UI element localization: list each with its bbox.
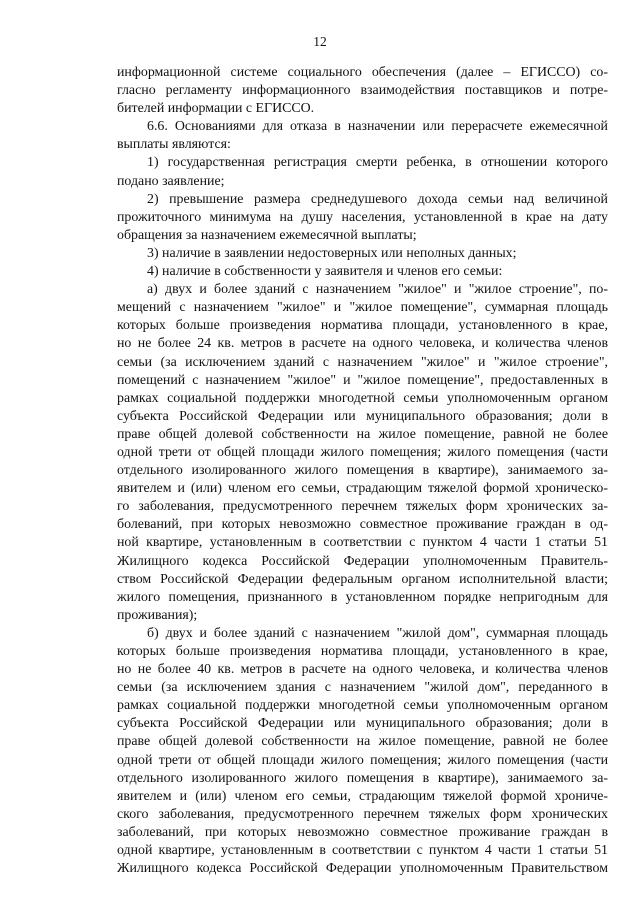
text-line: одной трети от общей площади жилого помещения; жилого помещения (части [117, 752, 608, 768]
text-line: 2) превышение размера среднедушевого дохода семьи над величиной [147, 191, 608, 207]
text-line: рамках социальной поддержки многодетной семьи уполномоченным органом [117, 390, 608, 406]
text-line: явителем и (или) членом его семьи, страдающим тяжелой формой хроническо- [117, 481, 608, 497]
text-line: прожиточного минимума на душу населения, установленной в крае на дату [117, 209, 608, 225]
text-line: одной квартире, установленным в соответствии с пунктом 4 части 1 статьи 51 [117, 843, 608, 859]
text-line: Жилищного кодекса Российской Федерации уполномоченным Правитель- [117, 553, 608, 569]
text-line: одной трети от общей площади жилого помещения; жилого помещения (части [117, 444, 608, 460]
text-line: отдельного изолированного жилого помещения в квартире), занимаемого за- [117, 463, 608, 479]
text-line: заболеваний, при которых невозможно совместное проживание граждан в [117, 824, 608, 840]
text-line: которых больше произведения норматива площади, установленного в крае, [117, 318, 608, 334]
text-line: проживания); [117, 607, 198, 623]
text-line: 4) наличие в собственности у заявителя и членов его семьи: [147, 264, 503, 280]
document-body [117, 64, 608, 878]
text-line: помещений с назначением "жилое" и "жилое помещение", предоставленных в [117, 372, 608, 388]
text-line: но не более 24 кв. метров в расчете на одного человека, и количества членов [117, 336, 608, 352]
text-line: рамках социальной поддержки многодетной семьи уполномоченным органом [117, 698, 608, 714]
text-line: праве общей долевой собственности на жилое помещение, равной не более [117, 734, 608, 750]
text-line: 1) государственная регистрация смерти ребенка, в отношении которого [147, 155, 608, 171]
text-line: ной квартире, установленным в соответствии с пунктом 4 части 1 статьи 51 [117, 535, 608, 551]
text-line: явителем и (или) членом его семьи, страдающим тяжелой формой хрониче- [117, 788, 608, 804]
text-line: а) двух и более зданий с назначением "жилое" и "жилое строение", по- [147, 282, 608, 298]
text-line: болеваний, при которых невозможно совместное проживание граждан в од- [117, 517, 608, 533]
text-line: выплаты являются: [117, 137, 231, 153]
text-line: отдельного изолированного жилого помещения в квартире), занимаемого за- [117, 770, 608, 786]
text-line: ством Российской Федерации федеральным органом исполнительной власти; [117, 571, 608, 587]
text-line: праве общей долевой собственности на жилое помещение, равной не более [117, 426, 608, 442]
text-line: субъекта Российской Федерации или муниципального образования; доли в [117, 716, 608, 732]
text-line: жилого помещения, признанного в установленном порядке непригодным для [117, 589, 608, 605]
text-line: Жилищного кодекса Российской Федерации уполномоченным Правительством [117, 861, 608, 877]
text-line: гласно регламенту информационного взаимодействия поставщиков и потре- [117, 83, 608, 99]
text-line: обращения за назначением ежемесячной выплаты; [117, 227, 417, 243]
text-line: б) двух и более зданий с назначением "жилой дом", суммарная площадь [147, 625, 608, 641]
text-line: 3) наличие в заявлении недостоверных или неполных данных; [147, 245, 517, 261]
page-number: 12 [313, 34, 327, 49]
text-line: информационной системе социального обеспечения (далее – ЕГИССО) со- [117, 65, 608, 80]
text-line: семьи (за исключением здания с назначением "жилой дом", переданного в [117, 680, 608, 696]
text-line: но не более 40 кв. метров в расчете на одного человека, и количества членов [117, 662, 608, 678]
text-line: го заболевания, предусмотренного перечнем тяжелых форм хронических за- [117, 499, 608, 515]
text-line: семьи (за исключением зданий с назначением "жилое" и "жилое строение", [117, 354, 608, 370]
text-line: ского заболевания, предусмотренного перечнем тяжелых форм хронических [117, 806, 608, 822]
text-line: которых больше произведения норматива площади, установленного в крае, [117, 644, 608, 659]
text-line: подано заявление; [117, 173, 225, 189]
text-line: мещений с назначением "жилое" и "жилое помещение", суммарная площадь [117, 300, 608, 316]
text-line: субъекта Российской Федерации или муниципального образования; доли в [117, 408, 608, 424]
text-line: бителей информации с ЕГИССО. [117, 101, 315, 117]
text-line: 6.6. Основаниями для отказа в назначении или перерасчете ежемесячной [147, 119, 608, 135]
